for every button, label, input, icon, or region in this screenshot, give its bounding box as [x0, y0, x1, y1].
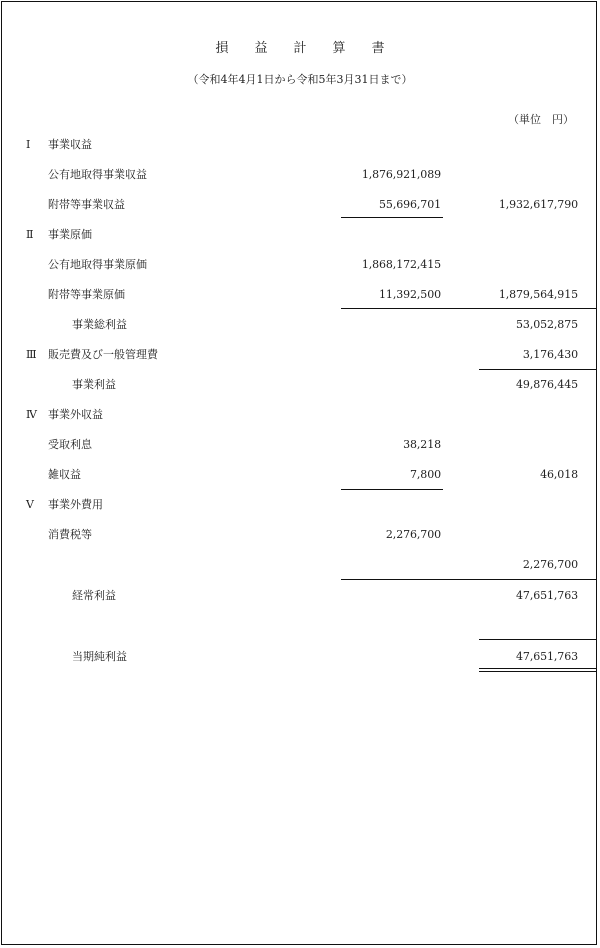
- row-total: 1,932,617,790: [498, 198, 578, 211]
- row-label: 公有地取得事業原価: [48, 258, 147, 271]
- subtotal-rule: [341, 489, 443, 490]
- unit-label: （単位 円）: [508, 113, 574, 126]
- subtotal-rule: [341, 217, 443, 218]
- section-label: 事業原価: [48, 228, 92, 241]
- row-total: 47,651,763: [516, 650, 578, 663]
- section-label: 事業外費用: [48, 498, 103, 511]
- section-number: Ⅴ: [26, 498, 34, 511]
- row-label: 受取利息: [48, 438, 92, 451]
- row-label: 事業総利益: [72, 318, 127, 331]
- row-amount: 38,218: [403, 438, 441, 451]
- row-label: 雑収益: [48, 468, 81, 481]
- row-total: 53,052,875: [516, 318, 578, 331]
- subtotal-rule: [479, 639, 597, 640]
- fiscal-period: （令和4年4月1日から令和5年3月31日まで）: [187, 73, 413, 86]
- row-amount: 1,876,921,089: [361, 168, 441, 181]
- section-sga: [26, 349, 158, 360]
- section-number: Ⅲ: [26, 348, 37, 361]
- row-amount: 7,800: [410, 468, 441, 481]
- double-rule-bottom: [479, 671, 597, 672]
- section-cost: [26, 229, 92, 240]
- double-rule-top: [479, 668, 597, 669]
- title-char: 算: [332, 41, 346, 56]
- row-label: 附帯等事業原価: [48, 288, 125, 301]
- section-number: Ⅱ: [26, 228, 34, 241]
- row-amount: 1,868,172,415: [361, 258, 441, 271]
- section-label: 販売費及び一般管理費: [48, 348, 158, 361]
- section-revenue: [26, 139, 92, 150]
- section-nonop-expense: [26, 499, 103, 510]
- section-label: 事業外収益: [48, 408, 103, 421]
- subtotal-rule: [341, 308, 597, 309]
- row-total: 1,879,564,915: [498, 288, 578, 301]
- document-title: [0, 42, 600, 55]
- row-total: 2,276,700: [522, 558, 578, 571]
- section-number: Ⅰ: [26, 138, 31, 151]
- row-label: 経常利益: [72, 589, 116, 602]
- row-label: 消費税等: [48, 528, 92, 541]
- title-char: 計: [293, 41, 307, 56]
- title-char: 益: [254, 41, 268, 56]
- title-char: 書: [371, 41, 385, 56]
- row-label: 事業利益: [72, 378, 116, 391]
- subtotal-rule: [479, 369, 597, 370]
- title-char: 損: [215, 41, 229, 56]
- section-nonop-income: [26, 409, 103, 420]
- section-number: Ⅳ: [26, 408, 37, 421]
- row-amount: 55,696,701: [379, 198, 441, 211]
- row-total: 47,651,763: [516, 589, 578, 602]
- row-label: 当期純利益: [72, 650, 127, 663]
- row-label: 公有地取得事業収益: [48, 168, 147, 181]
- row-amount: 2,276,700: [385, 528, 441, 541]
- row-total: 46,018: [540, 468, 578, 481]
- subtotal-rule: [341, 579, 597, 580]
- section-label: 事業収益: [48, 138, 92, 151]
- row-amount: 11,392,500: [379, 288, 441, 301]
- row-total: 49,876,445: [516, 378, 578, 391]
- row-total: 3,176,430: [522, 348, 578, 361]
- row-label: 附帯等事業収益: [48, 198, 125, 211]
